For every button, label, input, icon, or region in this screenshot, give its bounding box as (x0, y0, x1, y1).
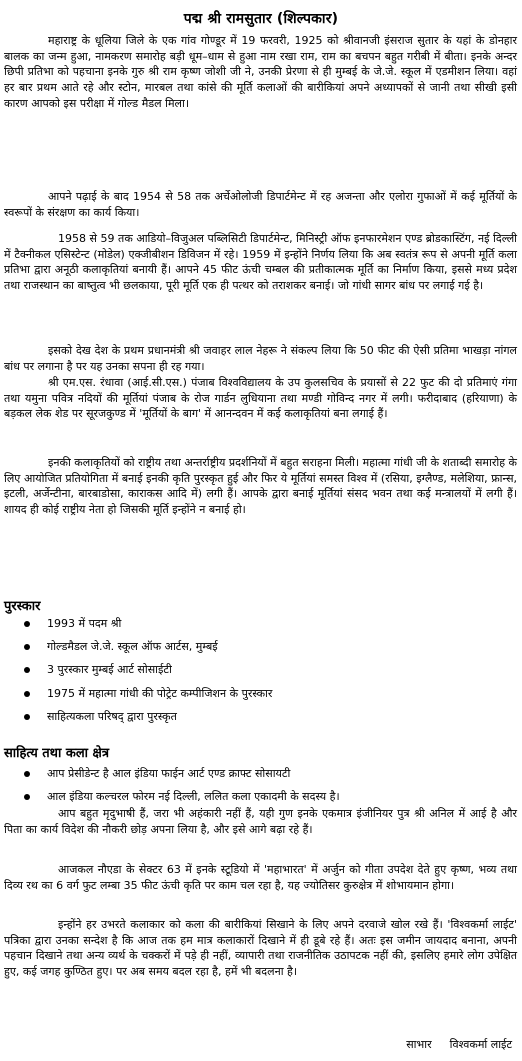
paragraph-career: 1958 से 59 तक आडियो–विजुअल पब्लिसिटी डिपार्टमेन्ट, मिनिस्ट्री ऑफ इनफारमेशन एण्ड ब्रोडकास्टिंग, नई दिल्ली में टैक्नीकल एसिस्टेन्ट (मोडेल) एक्जीबीशन डिविजन में रहे। 1959 में इन्होंने निर्णय लिया कि अब स्वतंत्र रूप से अपनी मूर्ति कला प्रतिभा द्वारा अनूठी कलाकृतियां बनायी हैं। आपने 45 फीट ऊंची चम्बल की प्रतीकात्मक मूर्ति का निर्माण किया, इससे मध्य प्रदेश तथा राजस्थान का बाष्तुत्व भी छलकाया, पूरी मूर्ति एक ही पत्थर को तराशकर बनाई। जो गांधी सागर बांध पर लगाई गई है। (4, 232, 517, 293)
literature-list (0, 762, 518, 808)
paragraph-message: इन्होंने हर उभरते कलाकार को कला की बारीकियां सिखाने के लिए अपने दरवाजे खोल रखे हैं। 'विश्वकर्मा लाईट' पत्रिका द्वारा उनका सन्देश है कि आज तक हम मात्र कलाकारों दिखाने में ही डूबे रहे हैं। अतः इस जमीन जायदाद बनाना, अपनी पहचान दिखाने तथा अन्य व्यर्थ के चक्करों में पड़े ही नहीं, व्यापारी तथा राजनीतिक उठापटक नहीं की, इसलिए हमारे लोग उपेक्षित हुए, कई जगह कुण्ठित हुए। पर अब समय बदल रहा है, हमें भी बदलना है। (4, 918, 517, 979)
list-item: 1993 में पदम श्री (0, 612, 518, 635)
bullet-icon (24, 621, 30, 627)
bullet-icon (24, 667, 30, 673)
paragraph-studio: आजकल नौएडा के सेक्टर 63 में इनके स्टूडियो में 'महाभारत' में अर्जुन को गीता उपदेश देते हुए कृष्ण, भव्य तथा दिव्य रथ का 6 वर्ग फुट लम्बा 35 फीट ऊंची कृति पर काम चल रहा है, यह ज्योतिसर कुरुक्षेत्र में शोभायमान होगा। (4, 863, 517, 892)
paragraph-archaeology: आपने पढ़ाई के बाद 1954 से 58 तक अर्चेओलोजी डिपार्टमेन्ट में रह अजन्ता और एलोरा गुफाओं में कई मूर्तियों के स्वरूपों के संरक्षण का कार्य किया। (4, 190, 517, 219)
bullet-icon (24, 714, 30, 720)
awards-list (0, 612, 518, 728)
paragraph-nehru: इसको देख देश के प्रथम प्रधानमंत्री श्री जवाहर लाल नेहरू ने संकल्प लिया कि 50 फीट की ऐसी प्रतिमा भाखड़ा नांगल बांध पर लगाना है पर यह उनका सपना ही रह गया। (4, 344, 517, 373)
source-label: साभार (406, 1038, 432, 1051)
paragraph-early-life: महाराष्ट्र के धूलिया जिले के एक गांव गोण्डूर में 19 फरवरी, 1925 को श्रीवानजी इंसराज सुतार के यहां के डोनहार बालक का जन्म हुआ, नामकरण समारोह बड़ी धूम–धाम से हुआ नाम रखा राम, राम का बचपन बहुत गरीबी में बीता। इनके अन्दर छिपी प्रतिभा को पहचाना इनके गुरु श्री राम कृष्ण जोशी जी ने, उनकी प्रेरणा से ही मुम्बई के जे.जे. स्कूल में एडमीशन लिया। वहां हर बार प्रथम आते रहे और स्टोन, मारबल तथा कांसे की मूर्ति कलाओं की बारीकियां अपने अध्यापकों से जानी तथा सीखी इसी कारण आपको इस परीक्षा में गोल्ड मैडल मिला। (4, 34, 517, 110)
source-credit (0, 1037, 512, 1052)
awards-heading: पुरस्कार (4, 599, 41, 614)
list-item: गोल्डमैडल जे.जे. स्कूल ऑफ आर्टस, मुम्बई (0, 635, 518, 658)
bullet-icon (24, 691, 30, 697)
paragraph-recognition: इनकी कलाकृतियों को राष्ट्रीय तथा अन्तर्राष्ट्रीय प्रदर्शनियों में बहुत सराहना मिली। महात्मा गांधी जी के शताब्दी समारोह के लिए आयोजित प्रतियोगिता में बनाई इनकी कृति पुरस्कृत हुई और फिर ये मूर्तियां समस्त विश्व में (रसिया, इग्लैण्ड, मलेशिया, फ्रान्स, इटली, अर्जेन्टीना, बारबाडोसा, काराकस आदि में) लगी हैं। आपके द्वारा बनाई मूर्तियां संसद भवन तथा कई मन्त्रालयों में लगी हैं। शायद ही कोई राष्ट्रीय नेता हो जिसकी मूर्ति इन्होंने न बनाई हो। (4, 456, 517, 517)
list-item: 1975 में महात्मा गांधी की पोट्रेट कम्पीजिशन के पुरस्कार (0, 682, 518, 705)
list-item: 3 पुरस्कार मुम्बई आर्ट सोसाईटी (0, 658, 518, 681)
bullet-icon (24, 771, 30, 777)
list-item: साहित्यकला परिषद् द्वारा पुरस्कृत (0, 705, 518, 728)
bullet-icon (24, 794, 30, 800)
paragraph-punjab: श्री एम.एस. रंधावा (आई.सी.एस.) पंजाब विश्वविद्यालय के उप कुलसचिव के प्रयासों से 22 फुट की दो प्रतिमाएं गंगा तथा यमुना पवित्र नदियों की मूर्तियां पंजाब के रोज गार्डन लुधियाना तथा मण्डी गोविन्द नगर में लगी। फरीदाबाद (हरियाणा) के बड़कल लेक शेड पर सूरजकुण्ड में 'मूर्तियों के बाग' में आनन्दवन में कई कलाकृतियां बना लगाई हैं। (4, 376, 517, 421)
list-item: आप प्रेसीडेन्ट है आल इंडिया फाईन आर्ट एण्ड क्राफ्ट सोसायटी (0, 762, 518, 785)
article-title: पद्म श्री रामसुतार (शिल्पकार) (183, 11, 339, 27)
literature-heading: साहित्य तथा कला क्षेत्र (4, 746, 110, 761)
source-name: विश्वकर्मा लाईट (449, 1038, 512, 1051)
bullet-icon (24, 644, 30, 650)
paragraph-humility: आप बहुत मृदुभाषी हैं, जरा भी अहंकारी नहीं हैं, यही गुण इनके एकमात्र इंजीनियर पुत्र श्री अनिल में आई है और पिता का कार्य विदेश की नौकरी छोड़ अपना लिया है, और इसे आगे बढ़ा रहे हैं। (4, 807, 517, 836)
list-item: आल इंडिया कल्चरल फोरम नई दिल्ली, ललित कला एकादमी के सदस्य है। (0, 785, 518, 808)
